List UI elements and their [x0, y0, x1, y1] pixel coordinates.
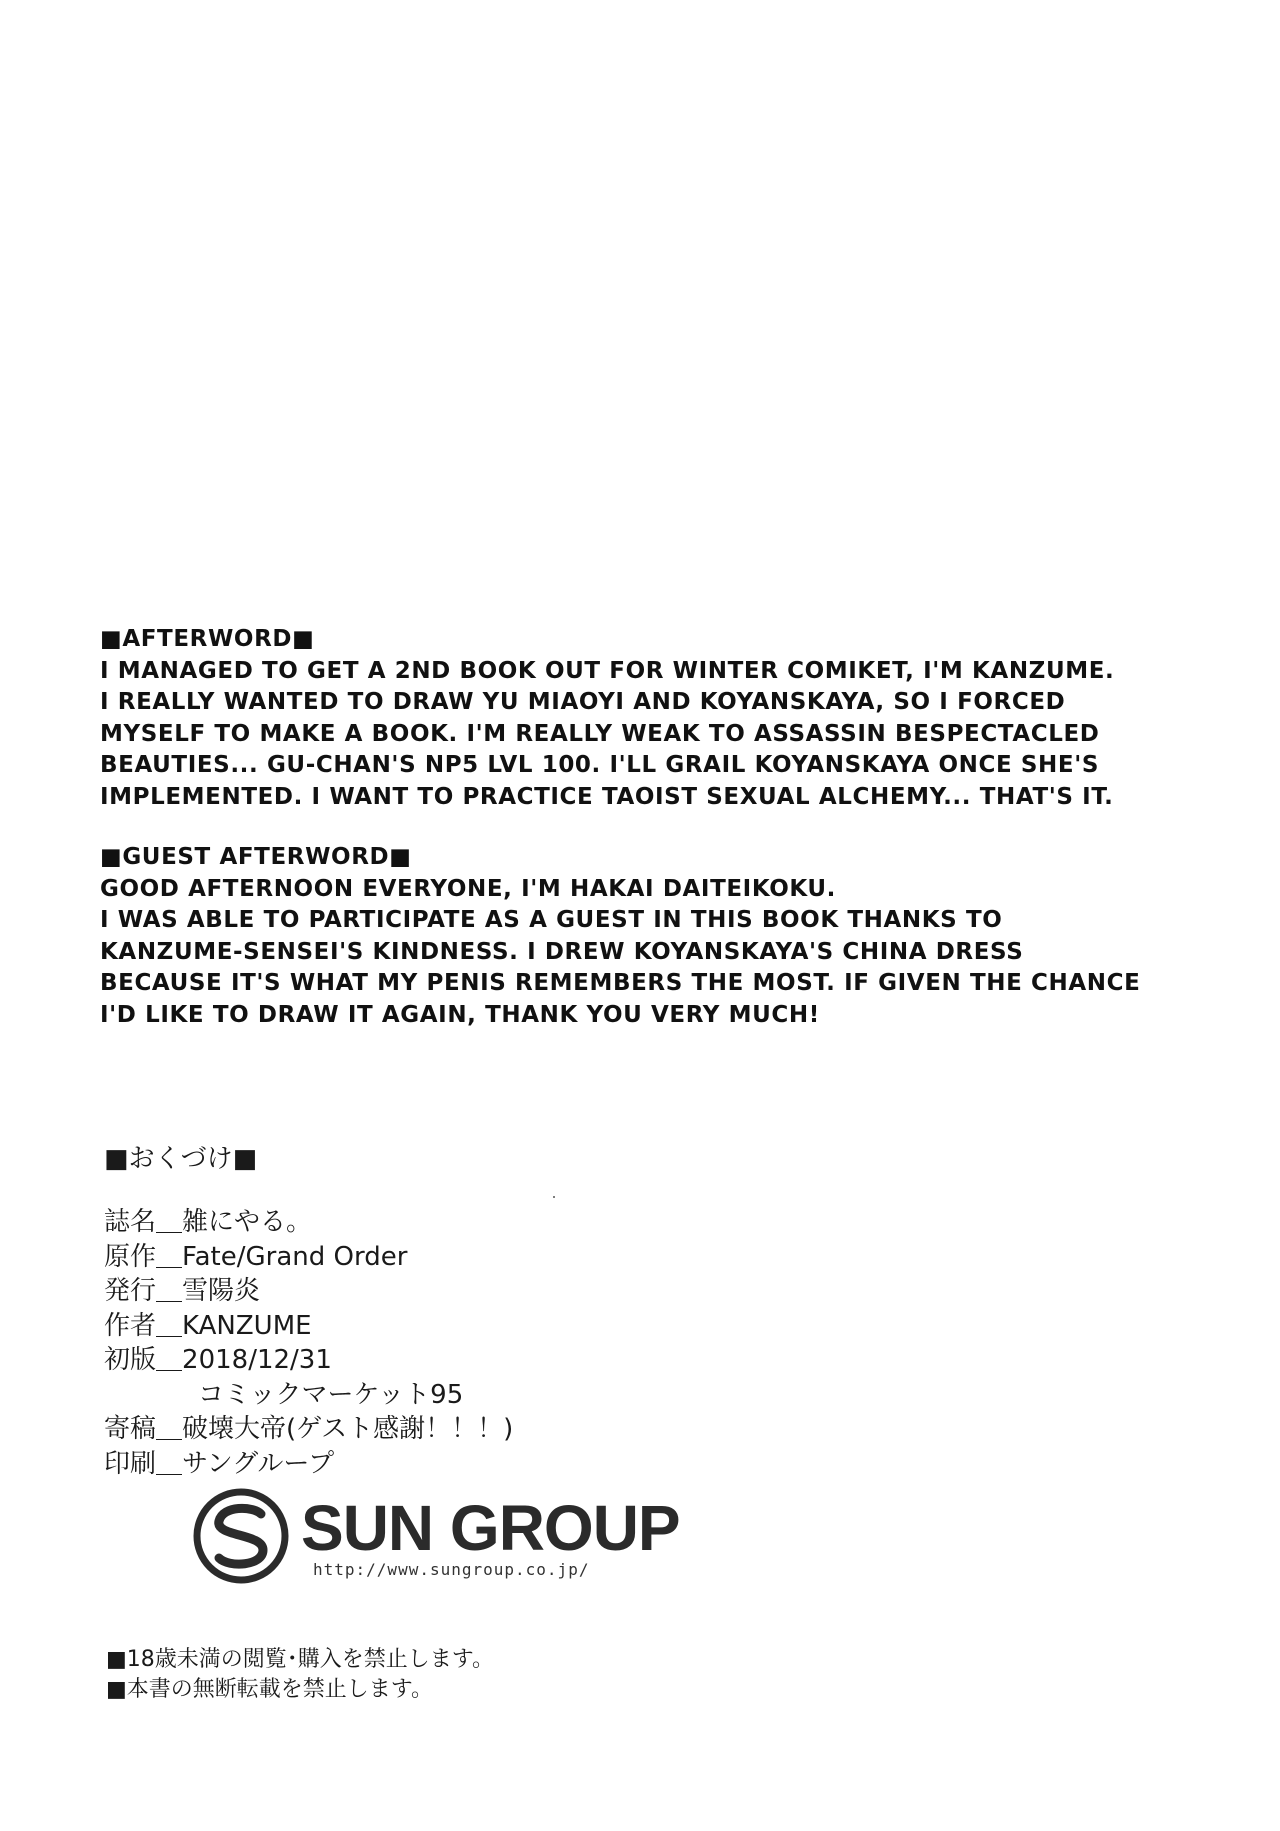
notices [106, 1645, 494, 1705]
colophon-value: Fate/Grand Order [182, 1241, 408, 1272]
guest-afterword-line: BECAUSE IT'S WHAT MY PENIS REMEMBERS THE MOST. IF GIVEN THE CHANCE [100, 970, 1141, 996]
guest-afterword-line: KANZUME-SENSEI'S KINDNESS. I DREW KOYANSKAYA'S CHINA DRESS [100, 938, 1024, 965]
colophon-separator: ＿ [156, 1276, 183, 1306]
colophon-separator: ＿ [156, 1414, 183, 1444]
guest-afterword-heading: ■GUEST AFTERWORD■ [100, 844, 412, 870]
colophon-value: 雑にやる。 [182, 1207, 313, 1237]
guest-afterword-section [100, 842, 1140, 1031]
colophon-separator: ＿ [156, 1310, 183, 1341]
colophon-value: コミックマーケット95 [198, 1379, 464, 1410]
afterword-line: MYSELF TO MAKE A BOOK. I'M REALLY WEAK TO ASSASSIN BESPECTACLED [100, 720, 1100, 747]
scan-speck [553, 1196, 555, 1198]
notice-no-reprint: ■本書の無断転載を禁止します。 [106, 1677, 434, 1702]
colophon-row-first-edition [104, 1343, 513, 1378]
guest-afterword-line: GOOD AFTERNOON EVERYONE, I'M HAKAI DAITEIKOKU. [100, 875, 836, 902]
colophon-value: 破壊大帝(ゲスト感謝！！！) [182, 1414, 514, 1444]
colophon-key: 誌名 [104, 1207, 157, 1237]
colophon-row-publisher [104, 1274, 513, 1309]
colophon-separator: ＿ [156, 1448, 183, 1479]
colophon-key: 寄稿 [104, 1414, 157, 1444]
colophon-key: 作者 [104, 1310, 157, 1341]
colophon-separator: ＿ [156, 1241, 183, 1272]
colophon-row-original [104, 1240, 513, 1275]
colophon-value: サングループ [182, 1448, 335, 1479]
colophon-key: 発行 [104, 1276, 157, 1306]
colophon-list [104, 1205, 513, 1481]
colophon-separator: ＿ [156, 1207, 183, 1237]
okuzuke-heading: ■おくづけ■ [104, 1144, 258, 1174]
notice-age-restriction: ■18歳未満の閲覧･購入を禁止します。 [106, 1647, 495, 1672]
colophon-row-contribution [104, 1412, 513, 1447]
colophon-key: 原作 [104, 1241, 157, 1272]
colophon-row-title [104, 1205, 513, 1240]
afterword-line: I MANAGED TO GET A 2ND BOOK OUT FOR WINTER COMIKET, I'M KANZUME. [100, 657, 1115, 684]
colophon-key: 印刷 [104, 1448, 157, 1479]
guest-afterword-line: I'D LIKE TO DRAW IT AGAIN, THANK YOU VERY MUCH! [100, 1001, 820, 1028]
colophon-key: 初版 [104, 1345, 157, 1375]
colophon-row-event [104, 1378, 513, 1413]
colophon-row-author [104, 1309, 513, 1344]
afterword-line: I REALLY WANTED TO DRAW YU MIAOYI AND KOYANSKAYA, SO I FORCED [100, 689, 1066, 715]
printer-url: http://www.sungroup.co.jp/ [313, 1560, 590, 1579]
colophon-separator: ＿ [156, 1345, 183, 1375]
colophon-row-printing [104, 1447, 513, 1482]
afterword-line: IMPLEMENTED. I WANT TO PRACTICE TAOIST SEXUAL ALCHEMY... THAT'S IT. [100, 783, 1114, 810]
afterword-line: BEAUTIES... GU-CHAN'S NP5 LVL 100. I'LL GRAIL KOYANSKAYA ONCE SHE'S [100, 752, 1100, 778]
colophon-value: 雪陽炎 [182, 1276, 261, 1306]
colophon-value: KANZUME [182, 1310, 312, 1341]
afterword-heading: ■AFTERWORD■ [100, 626, 315, 652]
printer-name: SUN GROUP [301, 1492, 680, 1564]
sun-group-logo-icon [193, 1488, 289, 1584]
afterword-section [100, 624, 1114, 813]
printer-logo [193, 1488, 693, 1598]
guest-afterword-line: I WAS ABLE TO PARTICIPATE AS A GUEST IN THIS BOOK THANKS TO [100, 907, 1003, 933]
colophon-value: 2018/12/31 [182, 1345, 332, 1375]
